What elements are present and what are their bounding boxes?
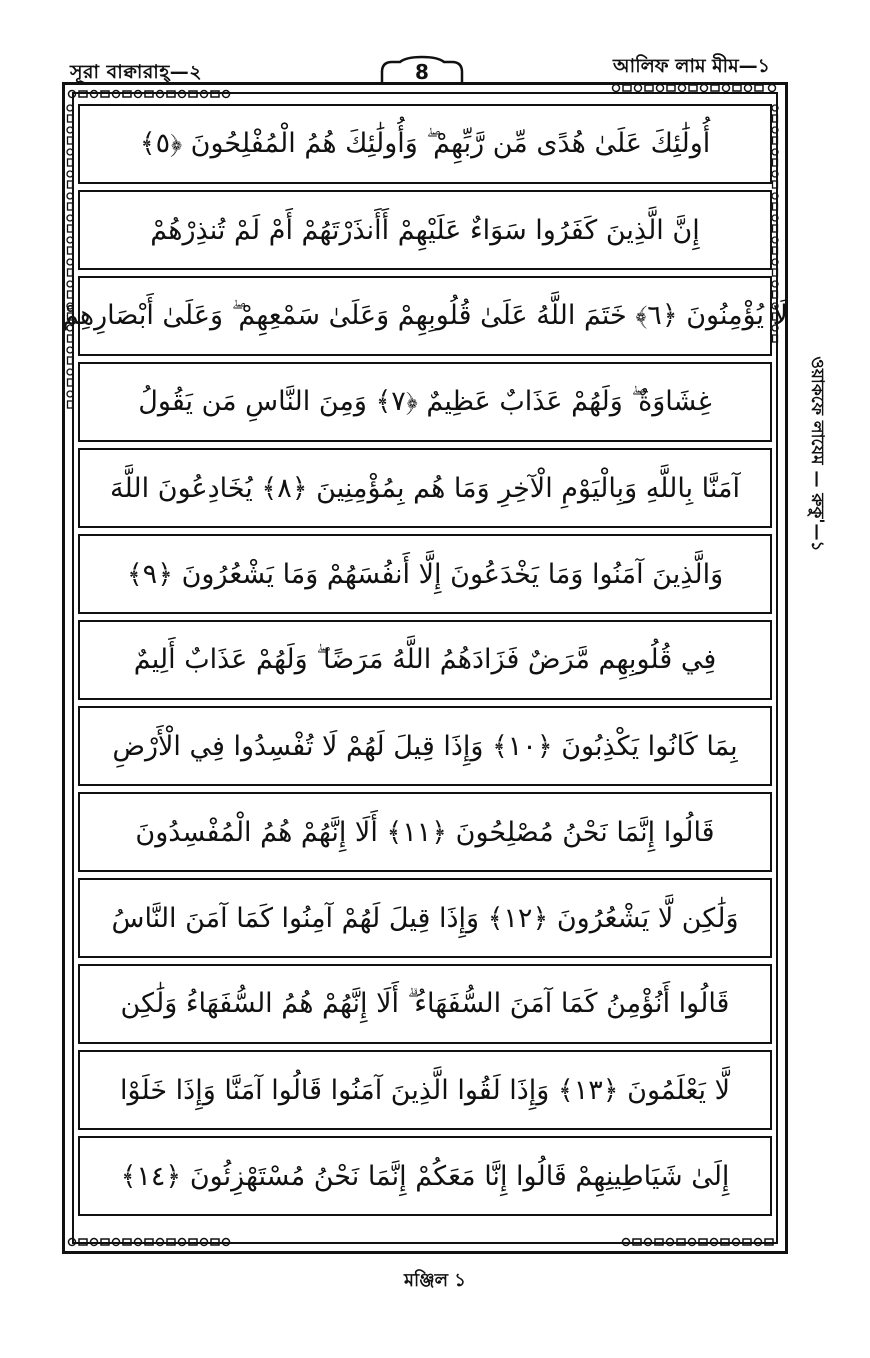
juz-title: আলিফ লাম মীম—১: [613, 55, 770, 77]
manzil-label: মঞ্জিল ১: [404, 1270, 466, 1291]
margin-note: [796, 304, 836, 604]
verse-line: [78, 190, 772, 270]
verse-line: [61, 276, 789, 356]
verse-line-text: لَّا يَعْلَمُونَ ﴿١٣﴾ وَإِذَا لَقُوا الَّذِينَ آمَنُوا قَالُوا آمَنَّا وَإِذَا خَلَوْا: [120, 1074, 730, 1106]
verse-line-text: قَالُوا أَنُؤْمِنُ كَمَا آمَنَ السُّفَهَاءُ ۗ أَلَا إِنَّهُمْ هُمُ السُّفَهَاءُ وَلَٰكِن: [120, 988, 730, 1019]
page-number: 8: [415, 60, 429, 84]
verse-line: [78, 792, 772, 872]
verse-line: [78, 1136, 772, 1216]
verse-list: [61, 104, 789, 1222]
verse-line: [78, 1050, 772, 1130]
margin-note-text: ওয়াকফে লাযেম — রুকু'—১: [807, 356, 827, 552]
verse-line-text: وَلَٰكِن لَّا يَشْعُرُونَ ﴿١٢﴾ وَإِذَا قِيلَ لَهُمْ آمِنُوا كَمَا آمَنَ النَّاسُ: [111, 902, 739, 934]
verse-line-text: لَا يُؤْمِنُونَ ﴿٦﴾ خَتَمَ اللَّهُ عَلَىٰ قُلُوبِهِمْ وَعَلَىٰ سَمْعِهِمْ ۖ وَعَلَىٰ أَبْصَارِهِمْ: [61, 300, 789, 331]
verse-line-text: بِمَا كَانُوا يَكْذِبُونَ ﴿١٠﴾ وَإِذَا قِيلَ لَهُمْ لَا تُفْسِدُوا فِي الْأَرْضِ: [112, 730, 738, 762]
ornament-border-top-left: [66, 88, 231, 100]
verse-line: [78, 878, 772, 958]
verse-line: [78, 964, 772, 1044]
verse-line: [78, 620, 772, 700]
ornament-border-bottom-left: [66, 1236, 231, 1248]
verse-line: [78, 448, 772, 528]
verse-line-text: وَالَّذِينَ آمَنُوا وَمَا يَخْدَعُونَ إِلَّا أَنفُسَهُمْ وَمَا يَشْعُرُونَ ﴿٩﴾: [126, 558, 724, 590]
verse-line-text: غِشَاوَةٌ ۖ وَلَهُمْ عَذَابٌ عَظِيمٌ ﴿٧﴾ وَمِنَ النَّاسِ مَن يَقُولُ: [138, 386, 712, 417]
verse-line-text: فِي قُلُوبِهِم مَّرَضٌ فَزَادَهُمُ اللَّهُ مَرَضًا ۖ وَلَهُمْ عَذَابٌ أَلِيمٌ: [133, 644, 717, 675]
verse-line: [78, 706, 772, 786]
ornament-border-top-right: [610, 82, 780, 94]
surah-title: সূরা বাক্বারাহ্—২: [70, 61, 203, 83]
verse-line: [78, 362, 772, 442]
verse-line-text: أُولَٰئِكَ عَلَىٰ هُدًى مِّن رَّبِّهِمْ ۖ وَأُولَٰئِكَ هُمُ الْمُفْلِحُونَ ﴿٥﴾: [139, 128, 711, 159]
verse-line-text: آمَنَّا بِاللَّهِ وَبِالْيَوْمِ الْآخِرِ وَمَا هُم بِمُؤْمِنِينَ ﴿٨﴾ يُخَادِعُونَ اللَّهَ: [110, 472, 740, 504]
ornament-border-left: [66, 100, 74, 420]
verse-line-text: إِنَّ الَّذِينَ كَفَرُوا سَوَاءٌ عَلَيْهِمْ أَأَنذَرْتَهُمْ أَمْ لَمْ تُنذِرْهُمْ: [150, 214, 700, 246]
verse-line-text: قَالُوا إِنَّمَا نَحْنُ مُصْلِحُونَ ﴿١١﴾ أَلَا إِنَّهُمْ هُمُ الْمُفْسِدُونَ: [135, 816, 715, 848]
ornament-border-bottom-right: [620, 1236, 780, 1248]
verse-line: [78, 534, 772, 614]
verse-line: [78, 104, 772, 184]
verse-line-text: إِلَىٰ شَيَاطِينِهِمْ قَالُوا إِنَّا مَعَكُمْ إِنَّمَا نَحْنُ مُسْتَهْزِئُونَ ﴿١٤﴾: [120, 1160, 730, 1192]
